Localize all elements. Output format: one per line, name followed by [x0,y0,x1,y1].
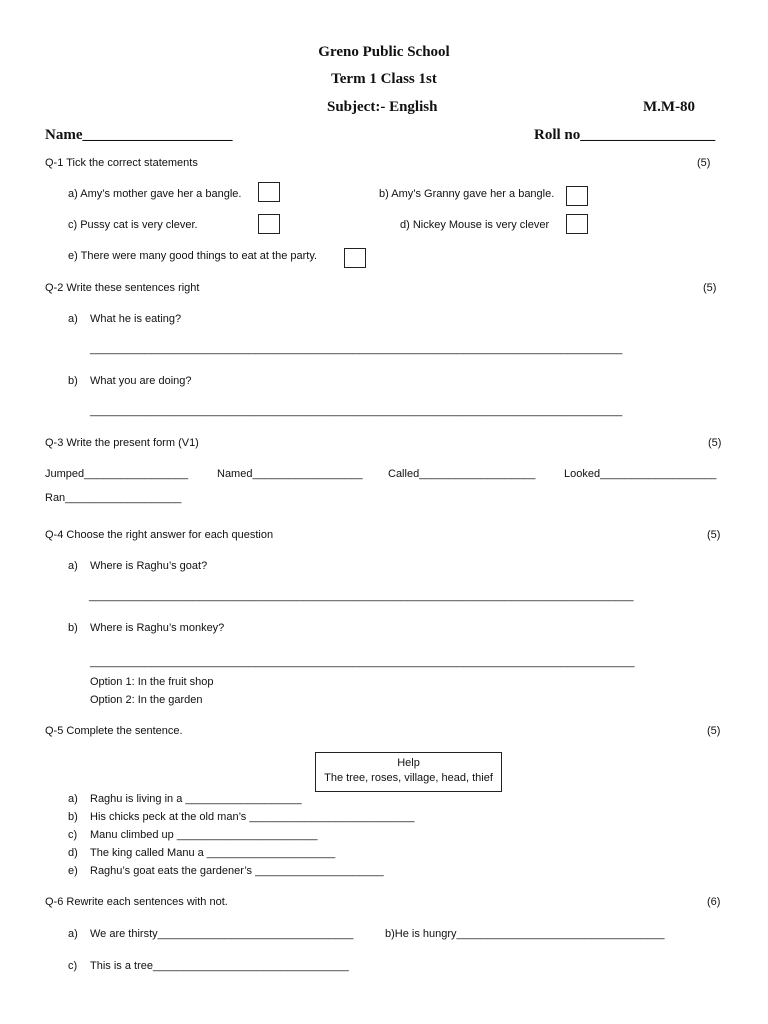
name-field[interactable]: Name____________________ [45,127,233,143]
q5-d-text[interactable]: The king called Manu a _____________________ [90,847,336,859]
q4-option-2: Option 2: In the garden [90,694,203,706]
q5-c-text[interactable]: Manu climbed up _______________________ [90,829,318,841]
q4-b-label: b) [68,622,78,634]
q1-b-checkbox[interactable] [566,186,588,206]
q6-b-text[interactable]: b)He is hungry__________________________________ [385,928,665,940]
q5-marks: (5) [707,725,721,737]
q1-d-checkbox[interactable] [566,214,588,234]
roll-no-field[interactable]: Roll no__________________ [534,127,716,143]
q3-named[interactable]: Named__________________ [217,468,363,480]
q3-ran[interactable]: Ran___________________ [45,492,182,504]
max-marks: M.M-80 [643,99,696,115]
q5-a-label: a) [68,793,78,805]
q3-marks: (5) [708,437,722,449]
q3-looked[interactable]: Looked___________________ [564,468,717,480]
q6-title: Q-6 Rewrite each sentences with not. [45,896,228,908]
q4-title: Q-4 Choose the right answer for each question [45,529,274,541]
q3-jumped[interactable]: Jumped_________________ [45,468,189,480]
q5-title: Q-5 Complete the sentence. [45,725,183,737]
q1-a-checkbox[interactable] [258,182,280,202]
school-name: Greno Public School [318,44,450,60]
q1-option-e: e) There were many good things to eat at the party. [68,250,318,262]
q1-marks: (5) [697,157,711,169]
q2-b-label: b) [68,375,78,387]
q1-c-checkbox[interactable] [258,214,280,234]
q4-a-label: a) [68,560,78,572]
q1-option-d: d) Nickey Mouse is very clever [400,219,550,231]
q6-a-text[interactable]: We are thirsty________________________________ [90,928,354,940]
q2-title: Q-2 Write these sentences right [45,282,200,294]
q5-e-text[interactable]: Raghu’s goat eats the gardener’s _____________________ [90,865,384,877]
q3-title: Q-3 Write the present form (V1) [45,437,199,449]
help-title: Help [397,757,420,769]
q5-a-text[interactable]: Raghu is living in a ___________________ [90,793,302,805]
q5-b-label: b) [68,811,78,823]
q5-c-label: c) [68,829,78,841]
q5-d-label: d) [68,847,78,859]
q4-option-1: Option 1: In the fruit shop [90,676,214,688]
help-box [315,752,502,792]
q5-e-label: e) [68,865,78,877]
subject: Subject:- English [327,99,438,115]
q2-b-text: What you are doing? [90,375,192,387]
q2-a-label: a) [68,313,78,325]
q1-option-b: b) Amy’s Granny gave her a bangle. [379,188,555,200]
q1-e-checkbox[interactable] [344,248,366,268]
q1-option-c: c) Pussy cat is very clever. [68,219,198,231]
q5-b-text[interactable]: His chicks peck at the old man’s ___________________________ [90,811,415,823]
q2-b-answer-line[interactable]: _______________________________________________________________________________________ [90,405,623,417]
q2-marks: (5) [703,282,717,294]
help-words: The tree, roses, village, head, thief [324,772,493,784]
q1-title: Q-1 Tick the correct statements [45,157,198,169]
q4-a-answer-line[interactable]: _________________________________________________________________________________________ [89,590,634,602]
q6-a-label: a) [68,928,78,940]
q1-option-a: a) Amy’s mother gave her a bangle. [68,188,242,200]
q4-marks: (5) [707,529,721,541]
q4-b-text: Where is Raghu’s monkey? [90,622,225,634]
q3-called[interactable]: Called___________________ [388,468,536,480]
q6-c-text[interactable]: This is a tree________________________________ [90,960,349,972]
q2-a-answer-line[interactable]: _______________________________________________________________________________________ [90,343,623,355]
q6-marks: (6) [707,896,721,908]
term-class: Term 1 Class 1st [331,71,437,87]
q4-a-text: Where is Raghu’s goat? [90,560,208,572]
q4-b-answer-line[interactable]: _________________________________________________________________________________________ [90,656,635,668]
q2-a-text: What he is eating? [90,313,182,325]
q6-c-label: c) [68,960,78,972]
